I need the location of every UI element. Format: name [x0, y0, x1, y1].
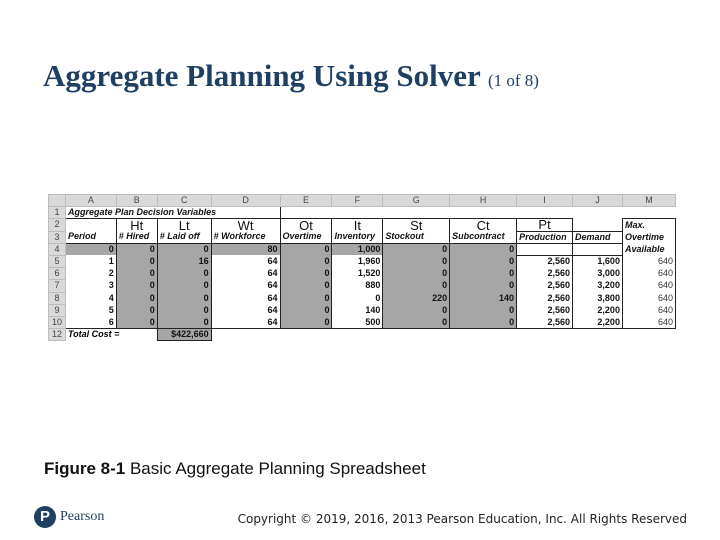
cell: 0 — [332, 292, 383, 304]
cell: 64 — [211, 304, 280, 316]
symbol-overtime: Ot — [280, 219, 332, 231]
slide-title — [43, 58, 539, 94]
cell: 3,200 — [573, 280, 623, 292]
cell: 64 — [211, 292, 280, 304]
cell: 0 — [116, 304, 157, 316]
symbol-workforce: Wt — [211, 219, 280, 231]
row-5 — [49, 255, 676, 267]
col-header: C — [157, 195, 211, 207]
cell: 2,200 — [573, 304, 623, 316]
cell: 2,200 — [573, 316, 623, 328]
cell: 0 — [116, 280, 157, 292]
cell: 64 — [211, 316, 280, 328]
cell: 0 — [157, 268, 211, 280]
cell: 140 — [332, 304, 383, 316]
row-4 — [49, 243, 676, 255]
row-8 — [49, 292, 676, 304]
symbol-inventory: It — [332, 219, 383, 231]
cell: 640 — [622, 255, 675, 267]
row-12-total — [49, 329, 676, 341]
cell: 5 — [65, 304, 116, 316]
spreadsheet-figure — [48, 194, 676, 364]
cell: 0 — [157, 243, 211, 255]
cell: 640 — [622, 304, 675, 316]
cell: 2 — [65, 268, 116, 280]
header-period: Period — [65, 231, 116, 243]
symbol-stockout: St — [383, 219, 450, 231]
header-production: Production — [517, 231, 573, 243]
row-number: 5 — [49, 255, 66, 267]
cell: 3 — [65, 280, 116, 292]
cell: 0 — [450, 243, 517, 255]
slide-title-main: Aggregate Planning Using Solver — [43, 58, 481, 93]
cell: 0 — [383, 280, 450, 292]
cell: 640 — [622, 316, 675, 328]
cell: 0 — [383, 255, 450, 267]
col-header: H — [450, 195, 517, 207]
row-number: 3 — [49, 231, 66, 243]
cell: 140 — [450, 292, 517, 304]
cell: 220 — [383, 292, 450, 304]
column-header-row — [49, 195, 676, 207]
header-workforce: # Workforce — [211, 231, 280, 243]
cell: 640 — [622, 268, 675, 280]
cell: 0 — [450, 280, 517, 292]
col-header: F — [332, 195, 383, 207]
row-6 — [49, 268, 676, 280]
col-header: E — [280, 195, 332, 207]
cell: 3,000 — [573, 268, 623, 280]
row-3-headers — [49, 231, 676, 243]
cell: 0 — [280, 280, 332, 292]
header-laid-off: # Laid off — [157, 231, 211, 243]
slide-title-sub: (1 of 8) — [487, 71, 539, 90]
row-2-symbols — [49, 219, 676, 231]
row-9 — [49, 304, 676, 316]
cell: 0 — [280, 316, 332, 328]
col-header: G — [383, 195, 450, 207]
row-1 — [49, 207, 676, 219]
row-number: 9 — [49, 304, 66, 316]
overtime-label: Overtime — [622, 231, 675, 243]
symbol-laid-off: Lt — [157, 219, 211, 231]
cell: 2,560 — [517, 316, 573, 328]
total-cost-label: Total Cost = — [67, 329, 120, 340]
cell: 0 — [157, 316, 211, 328]
cell: 64 — [211, 268, 280, 280]
header-subcontract: Subcontract — [450, 231, 517, 243]
row-number: 6 — [49, 268, 66, 280]
cell: 64 — [211, 280, 280, 292]
cell: 0 — [280, 243, 332, 255]
cell: 0 — [280, 255, 332, 267]
cell: 0 — [157, 292, 211, 304]
cell: 0 — [116, 316, 157, 328]
col-header: A — [65, 195, 116, 207]
cell: 0 — [65, 243, 116, 255]
cell: 640 — [622, 292, 675, 304]
cell: 16 — [157, 255, 211, 267]
row-number: 1 — [49, 207, 66, 219]
col-header: B — [116, 195, 157, 207]
total-cost-value: $422,660 — [157, 329, 211, 341]
col-header: M — [622, 195, 675, 207]
corner-cell — [49, 195, 66, 207]
cell: 3,800 — [573, 292, 623, 304]
cell — [517, 243, 573, 255]
cell: 0 — [383, 316, 450, 328]
figure-caption — [44, 459, 426, 479]
cell: 6 — [65, 316, 116, 328]
cell: 1,520 — [332, 268, 383, 280]
header-inventory: Inventory — [332, 231, 383, 243]
section-title: Aggregate Plan Decision Variables — [65, 207, 280, 219]
cell: 1,000 — [332, 243, 383, 255]
cell: 4 — [65, 292, 116, 304]
symbol-production: Pt — [517, 219, 573, 231]
cell: 2,560 — [517, 280, 573, 292]
cell: 0 — [280, 292, 332, 304]
col-header: D — [211, 195, 280, 207]
cell: 0 — [116, 292, 157, 304]
row-number: 8 — [49, 292, 66, 304]
row-7 — [49, 280, 676, 292]
cell: 2,560 — [517, 304, 573, 316]
header-overtime: Overtime — [280, 231, 332, 243]
cell: 640 — [622, 280, 675, 292]
cell — [573, 243, 623, 255]
cell: 1,960 — [332, 255, 383, 267]
cell: 0 — [157, 280, 211, 292]
header-demand: Demand — [573, 231, 623, 243]
pearson-logo — [34, 506, 104, 528]
cell: 0 — [383, 268, 450, 280]
symbol-hired: Ht — [116, 219, 157, 231]
col-header: I — [517, 195, 573, 207]
cell: 2,560 — [517, 268, 573, 280]
cell: 0 — [450, 268, 517, 280]
row-number: 4 — [49, 243, 66, 255]
row-number: 2 — [49, 219, 66, 231]
cell: 500 — [332, 316, 383, 328]
col-header: J — [573, 195, 623, 207]
cell: 1,600 — [573, 255, 623, 267]
header-stockout: Stockout — [383, 231, 450, 243]
available-label: Available — [622, 243, 675, 255]
pearson-logo-icon — [34, 506, 56, 528]
cell: 0 — [116, 255, 157, 267]
cell: 80 — [211, 243, 280, 255]
copyright-notice: Copyright © 2019, 2016, 2013 Pearson Education, Inc. All Rights Reserved — [237, 512, 687, 526]
pearson-logo-text: Pearson — [60, 509, 105, 524]
cell: 0 — [450, 304, 517, 316]
cell: 0 — [116, 268, 157, 280]
cell: 0 — [116, 243, 157, 255]
cell: 0 — [383, 243, 450, 255]
cell: 0 — [450, 255, 517, 267]
cell: 0 — [383, 304, 450, 316]
symbol-subcontract: Ct — [450, 219, 517, 231]
figure-number: Figure 8-1 — [44, 459, 126, 478]
row-number: 7 — [49, 280, 66, 292]
cell: 0 — [280, 268, 332, 280]
figure-caption-text: Basic Aggregate Planning Spreadsheet — [125, 459, 426, 478]
row-number: 10 — [49, 316, 66, 328]
cell: 2,560 — [517, 255, 573, 267]
spreadsheet-table — [48, 194, 676, 341]
cell: 880 — [332, 280, 383, 292]
row-number: 12 — [49, 329, 66, 341]
cell: 0 — [450, 316, 517, 328]
cell: 64 — [211, 255, 280, 267]
cell: 0 — [280, 304, 332, 316]
cell: 0 — [157, 304, 211, 316]
max-label: Max. — [622, 219, 675, 231]
row-10 — [49, 316, 676, 328]
cell: 2,560 — [517, 292, 573, 304]
cell: 1 — [65, 255, 116, 267]
header-hired: # Hired — [116, 231, 157, 243]
